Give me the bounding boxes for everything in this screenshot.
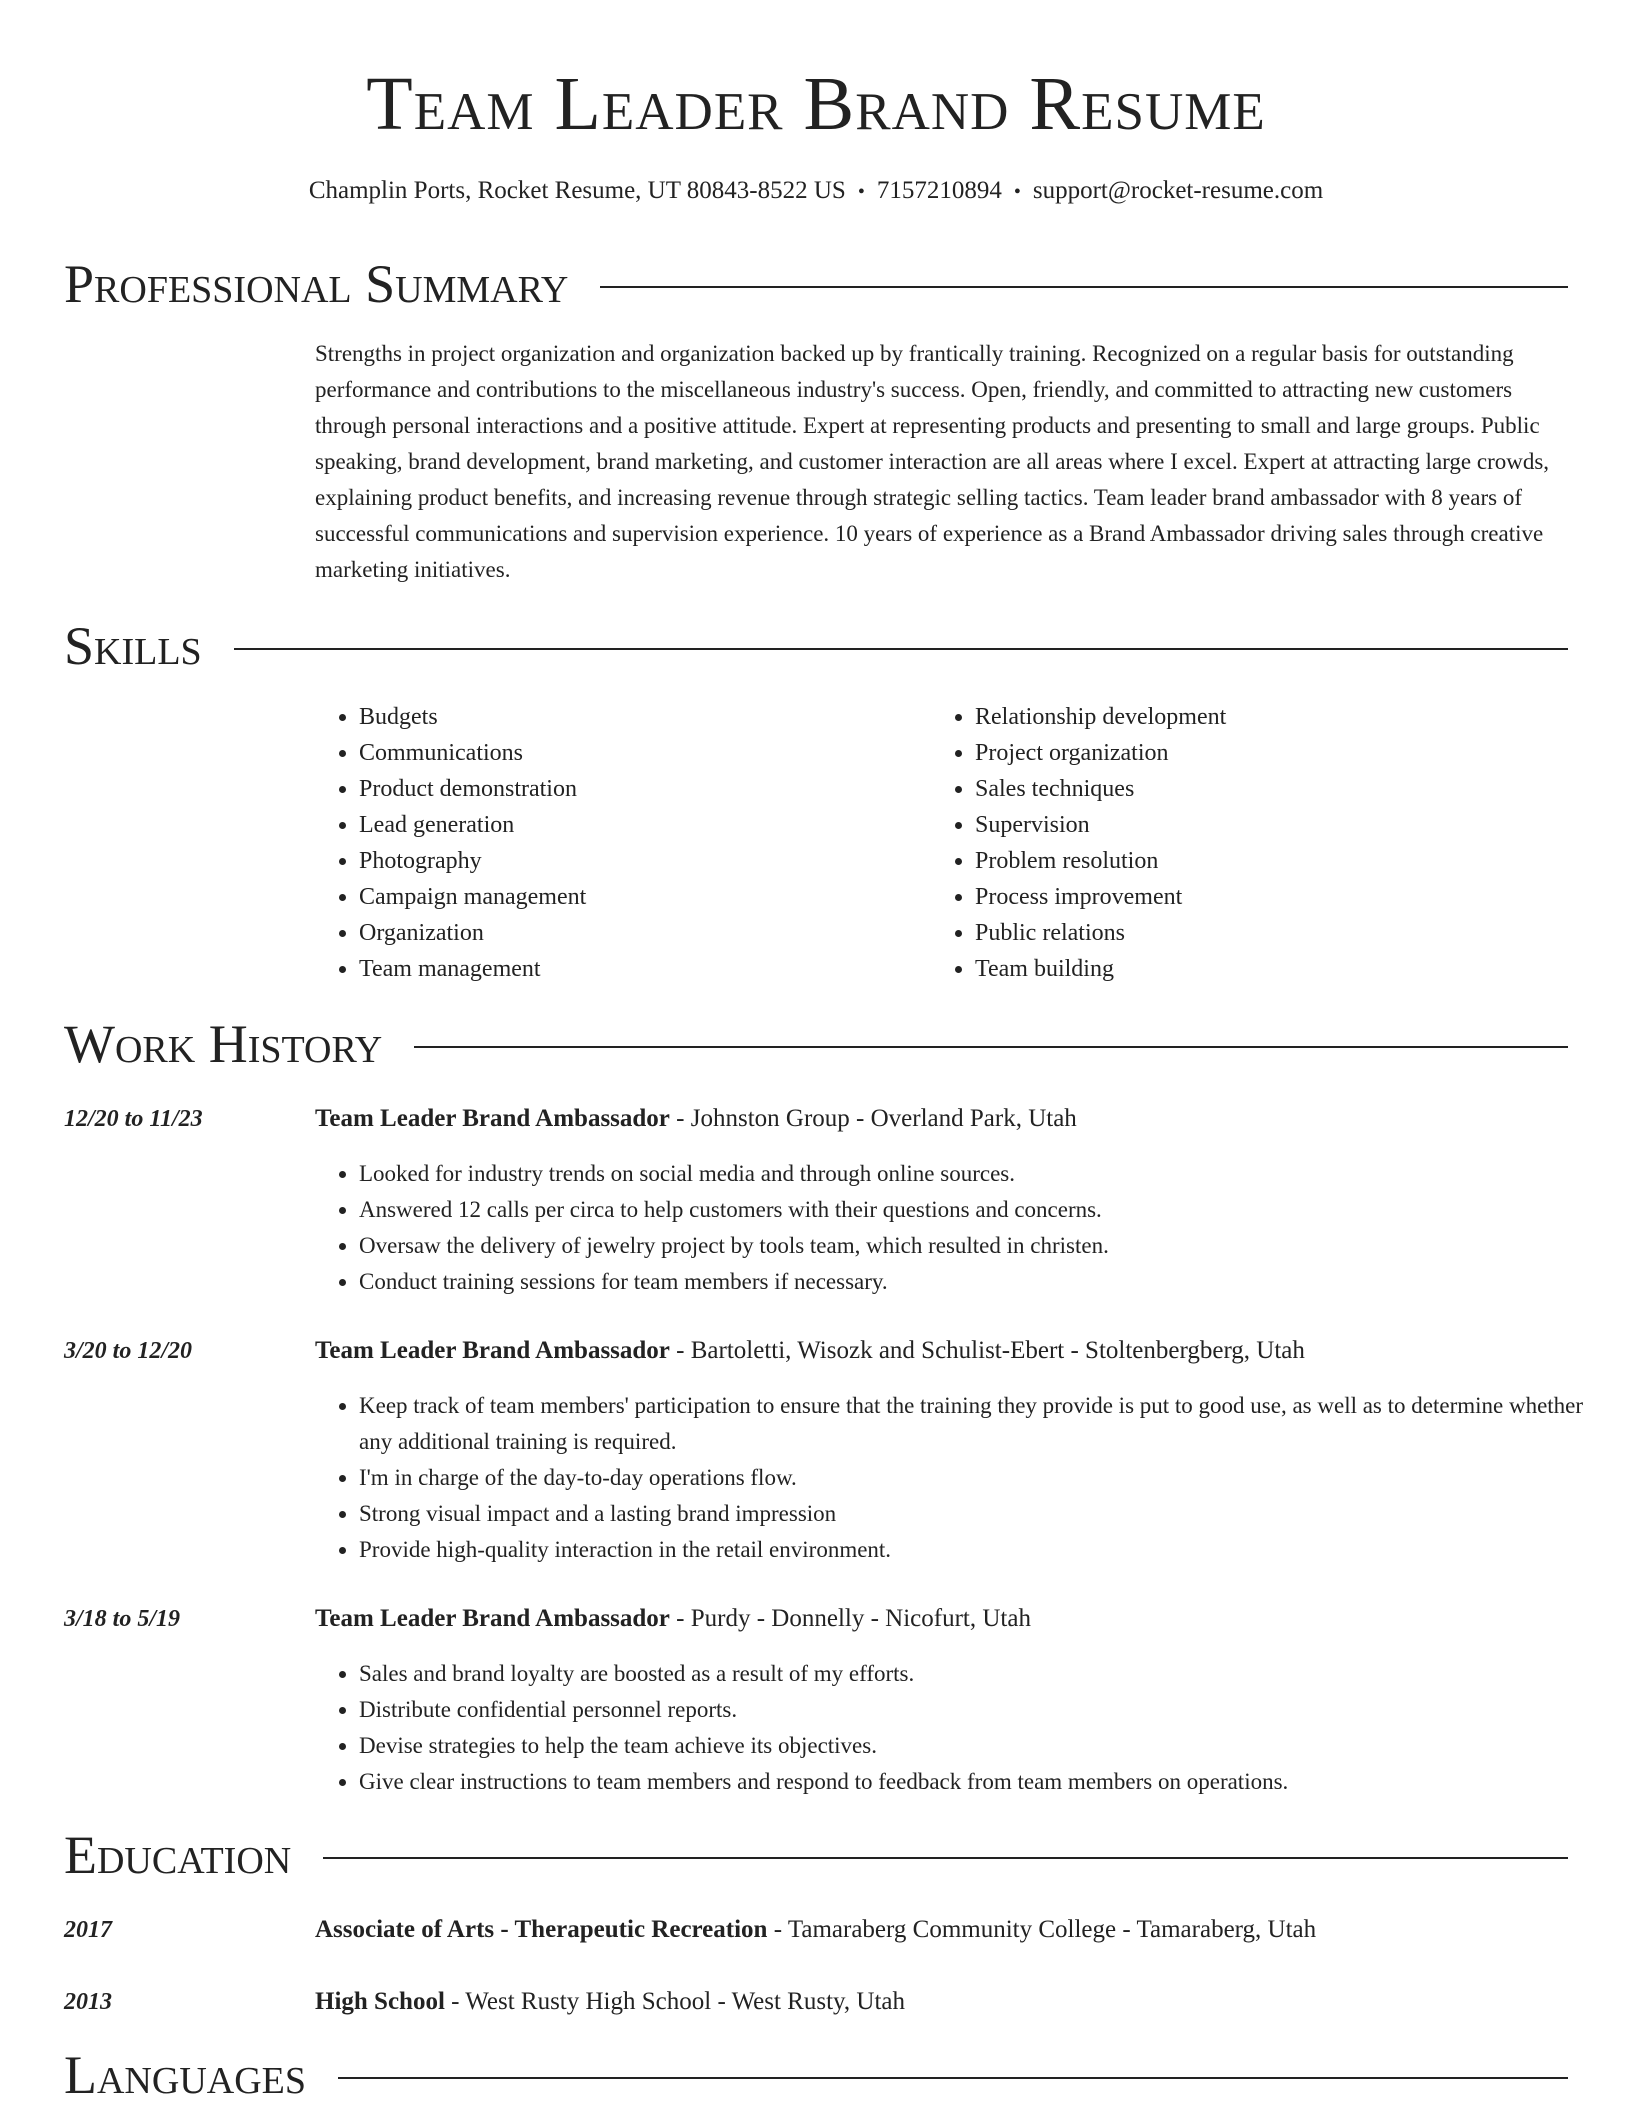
skill-item: • Process improvement [975, 879, 1226, 915]
section-header-work [64, 1012, 1568, 1076]
skill-item: • Sales techniques [975, 771, 1226, 807]
skill-item: • Campaign management [359, 879, 586, 915]
section-title-summary: Professional Summary [64, 254, 569, 314]
education-year: 2013 [64, 1989, 112, 2015]
job-bullet: • Looked for industry trends on social media and through online sources. [359, 1156, 1612, 1192]
contact-separator: • [1013, 181, 1021, 203]
job-bullet: • Conduct training sessions for team members if necessary. [359, 1264, 1612, 1300]
section-divider [323, 1857, 1568, 1859]
summary-text: Strengths in project organization and organization backed up by frantically training. Recognized on a regular basis for outstanding performance and contributions to the miscellaneous industry's success. Open, friendly, and committed to attracting new customers through personal interactions and a positive attitude. Expert at representing products and presenting to small and large groups. Public speaking, brand development, brand marketing, and customer interaction are all areas where I excel. Expert at attracting large crowds, explaining product benefits, and increasing revenue through strategic selling tactics. Team leader brand ambassador with 8 years of successful communications and supervision experience. 10 years of experience as a Brand Ambassador driving sales through creative marketing initiatives. [315, 341, 1550, 582]
section-title-education: Education [64, 1825, 292, 1885]
section-title-languages: Languages [64, 2045, 306, 2105]
job-bullets [315, 1156, 1612, 1300]
job-bullets [315, 1656, 1612, 1800]
skills-list-right [931, 699, 1226, 987]
job-employer-location: - Johnston Group - Overland Park, Utah [669, 1105, 1077, 1132]
resume-name: Team Leader Brand Resume [366, 62, 1266, 146]
section-header-summary [64, 252, 1568, 316]
job-bullet: • Oversaw the delivery of jewelry project by tools team, which resulted in christen. [359, 1228, 1612, 1264]
skill-item: • Team management [359, 951, 586, 987]
section-divider [414, 1046, 1568, 1048]
skill-item: • Relationship development [975, 699, 1226, 735]
section-header-skills [64, 614, 1568, 678]
job-bullet: • Answered 12 calls per circa to help customers with their questions and concerns. [359, 1192, 1612, 1228]
job-heading [315, 1333, 1568, 1369]
job-bullet: • Distribute confidential personnel reports. [359, 1692, 1612, 1728]
job-bullet: • I'm in charge of the day-to-day operations flow. [359, 1460, 1612, 1496]
skill-item: • Photography [359, 843, 586, 879]
job-heading [315, 1601, 1568, 1637]
education-year: 2017 [64, 1917, 112, 1943]
job-bullet: • Keep track of team members' participation to ensure that the training they provide is put to good use, as well as to determine whether any additional training is required. [359, 1388, 1612, 1460]
job-employer-location: - Purdy - Donnelly - Nicofurt, Utah [669, 1605, 1031, 1632]
section-divider [338, 2077, 1568, 2079]
skills-list-left [315, 699, 586, 987]
contact-separator: • [857, 181, 865, 203]
job-date: 3/18 to 5/19 [64, 1606, 181, 1632]
education-school: - Tamaraberg Community College - Tamaraberg, Utah [767, 1916, 1317, 1943]
job-bullet: • Give clear instructions to team members and respond to feedback from team members on operations. [359, 1764, 1612, 1800]
contact-address: Champlin Ports, Rocket Resume, UT 80843-8522 US [308, 177, 846, 204]
job-date: 12/20 to 11/23 [64, 1106, 203, 1132]
skill-item: • Lead generation [359, 807, 586, 843]
skill-item: • Organization [359, 915, 586, 951]
job-title: Team Leader Brand Ambassador [315, 1605, 670, 1632]
job-heading [315, 1101, 1568, 1137]
job-title: Team Leader Brand Ambassador [315, 1105, 670, 1132]
section-divider [600, 286, 1568, 288]
skill-item: • Budgets [359, 699, 586, 735]
job-bullet: • Devise strategies to help the team achieve its objectives. [359, 1728, 1612, 1764]
skill-item: • Product demonstration [359, 771, 586, 807]
job-bullet: • Strong visual impact and a lasting brand impression [359, 1496, 1612, 1532]
job-bullets [315, 1388, 1612, 1568]
education-degree: Associate of Arts - Therapeutic Recreation [315, 1916, 768, 1943]
contact-line [0, 174, 1632, 209]
skill-item: • Problem resolution [975, 843, 1226, 879]
section-header-languages [64, 2043, 1568, 2107]
section-title-skills: Skills [64, 616, 202, 676]
skill-item: • Project organization [975, 735, 1226, 771]
job-bullet: • Sales and brand loyalty are boosted as a result of my efforts. [359, 1656, 1612, 1692]
job-date: 3/20 to 12/20 [64, 1338, 193, 1364]
contact-phone: 7157210894 [876, 177, 1002, 204]
skill-item: • Public relations [975, 915, 1226, 951]
job-bullet: • Provide high-quality interaction in the retail environment. [359, 1532, 1612, 1568]
contact-email: support@rocket-resume.com [1032, 177, 1324, 204]
education-school: - West Rusty High School - West Rusty, Utah [444, 1988, 906, 2015]
skill-item: • Team building [975, 951, 1226, 987]
section-divider [234, 648, 1568, 650]
education-entry [315, 1984, 1568, 2020]
education-entry [315, 1912, 1568, 1948]
skill-item: • Communications [359, 735, 586, 771]
job-employer-location: - Bartoletti, Wisozk and Schulist-Ebert - Stoltenbergberg, Utah [669, 1337, 1305, 1364]
education-degree: High School [315, 1988, 445, 2015]
section-header-education [64, 1823, 1568, 1887]
section-title-work: Work History [64, 1014, 383, 1074]
job-title: Team Leader Brand Ambassador [315, 1337, 670, 1364]
skill-item: • Supervision [975, 807, 1226, 843]
